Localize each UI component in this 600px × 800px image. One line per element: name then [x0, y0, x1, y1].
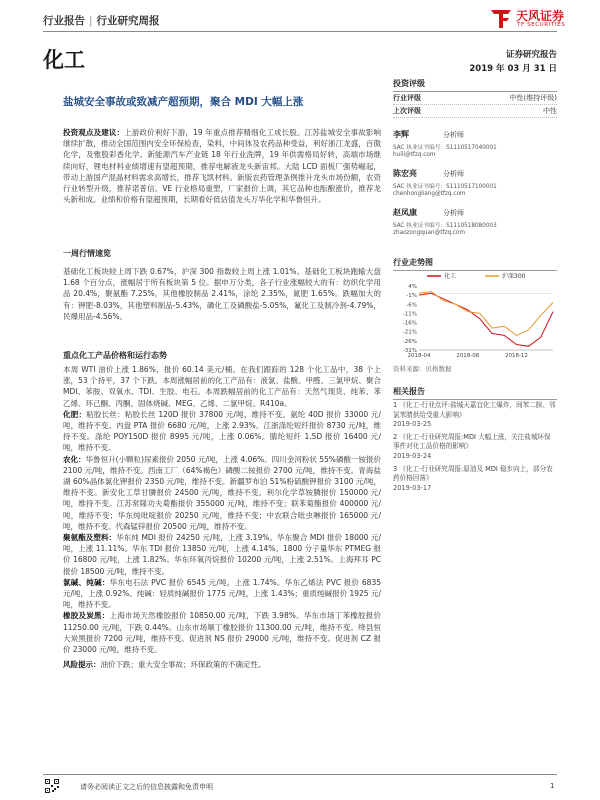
- rating-value: 中性(维持评级): [509, 94, 557, 102]
- related-list: [393, 401, 557, 496]
- analyst-card: [393, 168, 557, 197]
- footer-divider: [43, 774, 557, 775]
- report-date: 2019 年 03 月 31 日: [469, 64, 557, 74]
- related-no: 1: [393, 401, 398, 409]
- viewpoint-section: [63, 127, 381, 205]
- analyst-email[interactable]: zhaozongquan@tfzq.com: [393, 230, 466, 236]
- legend-label: 化工: [444, 273, 457, 280]
- rating-key: 行业评级: [393, 94, 421, 102]
- analyst-email[interactable]: huili@tfzq.com: [393, 152, 436, 158]
- related-text: 《化工-行业研究周报:原油及 MDI 稳步向上，部分农药价格回落》: [393, 464, 553, 483]
- agri-text: 华鲁恒升(小颗粒)尿素报价 2050 元/吨，上涨 4.06%。四川金河粉状 55%磷酸一铵报价 2100 元/吨，维持不变。西南工厂（64%褐色）磷酸二铵报价 2700 元/吨，维持不变。青海盐湖 60%晶体氯化钾报价 2350 元/吨，维持不变。新疆罗布泊 51%粉硫酸钾报价 3100 元/吨，维持不变。新安化工草甘膦报价 24500 元/吨，维持不变。利尔化学草铵膦报价 150000 元/吨，维持不变。江苏常隆功夫菊酯报价 355000 元/吨，维持不变；联苯菊酯报价 400000 元/吨，维持不变；华东纯吡啶报价 20250 元/吨，维持不变；中农联合吡虫啉报价 165000 元/吨，维持不变。代森锰锌报价 20500 元/吨，维持不变。: [63, 454, 382, 531]
- related-item[interactable]: [393, 401, 557, 430]
- qr-code-icon: [45, 779, 59, 793]
- analyst-cert: SAC 执业证书编号：S1110517100001: [393, 184, 497, 190]
- related-date: 2019-03-17: [393, 483, 432, 492]
- rating-row: [393, 105, 557, 118]
- related-date: 2019-03-25: [393, 420, 432, 429]
- cl-paragraph: [63, 577, 381, 611]
- rating-key: 上次评级: [393, 107, 421, 115]
- report-type: 证券研究报告: [505, 50, 557, 60]
- related-no: 3: [393, 464, 398, 473]
- related-text: 《化工-行业点评:盐城天嘉宜化工爆炸，间苯二胺、邻氯苯腈供给受重大影响》: [393, 401, 556, 419]
- viewpoint-text: 上游政价利好下游，19 年重点推荐精细化工成长股。江苏盐城安全事故影响继续扩散，推动全国范围内安全环保检查，染料，中间体及农药品种受益，利好浙江龙盛，百傲化学，及雅股彩香化学。新能源汽车产业链 18 年行业洗牌，19 年供需格局好转，高端市场继续向好，锂电材料业绩增速有望超预期，推荐电解液龙头新宙邦。大陆 LCD 面板厂强势崛起，带动上游国产混晶材料需求高增长，推荐飞凯材料。新版农药管理条例推升龙头市场份额，农资行业转型升级，推荐诺普信。VE 行业格局重塑，厂家报价上调，其它品种也酝酿涨价，推荐龙头新和成。业绩和价格有望超预期，长期看好低估值龙头万华化学和华鲁恒升。: [63, 128, 381, 205]
- report-category: [43, 13, 160, 28]
- y-tick-label: -1%: [406, 293, 417, 300]
- sub-category-label: 行业研究周报: [96, 15, 160, 27]
- report-title: 盐城安全事故或致减产超预期，聚合 MDI 大幅上涨: [63, 96, 304, 108]
- related-item[interactable]: [393, 465, 557, 494]
- logo-mark-icon: [489, 6, 513, 30]
- price-intro: 本周 WTI 油价上涨 1.86%，报价 60.14 美元/桶。在我们跟踪的 128 个化工品中，38 个上涨，53 个持平，37 个下跌。本周涨幅居前的化工产品有：液氯、盐酸、甲醛、三氯甲烷、聚合 MDI、苯胺、双氧水、TDI、生胶、电石。本周跌幅居前的化工产品有：天然气现货、纯苯、苯乙烯、环己酮、丙酮、固体烧碱、MEG、乙烯、二氯甲烷、R410a。: [63, 365, 381, 408]
- chart-source: 资料来源：贝格数据: [393, 365, 452, 373]
- series-line: [419, 293, 553, 346]
- rating-row: [393, 92, 557, 105]
- industry-trend-chart: [393, 270, 557, 362]
- risk-text: 油价下跌；重大安全事故；环保政策的不确定性。: [100, 660, 266, 670]
- weekly-section: [63, 248, 381, 259]
- analyst-card: [393, 129, 557, 158]
- analyst-name: 赵凤康: [393, 208, 417, 217]
- analyst-role: 分析师: [443, 130, 464, 139]
- analyst-email[interactable]: chenhongliang@tfzq.com: [393, 191, 466, 197]
- category-separator: |: [89, 15, 93, 27]
- price-section: [63, 350, 381, 670]
- y-tick-label: -6%: [406, 302, 417, 309]
- page-number: 1: [550, 782, 555, 790]
- rubber-label: 橡胶及炭黑：: [63, 611, 110, 621]
- category-label: 行业报告: [43, 15, 85, 27]
- trend-heading: 行业走势图: [393, 257, 557, 271]
- rubber-text: 上海市场天然橡胶报价 10850.00 元/吨，下跌 3.98%。华东市场丁苯橡胶报价 11250.00 元/吨，下跌 0.44%。山东市场顺丁橡胶报价 11300.00 元/吨，维持不变。绛县恒大炭黑报价 7200 元/吨，维持不变。促进剂 NS 报价 29000 元/吨，维持不变。促进剂 CZ 报价 23000 元/吨，维持不变。: [63, 611, 381, 655]
- series-line: [419, 292, 553, 336]
- analyst-role: 分析师: [443, 169, 464, 178]
- related-item[interactable]: [393, 433, 557, 462]
- pu-paragraph: [63, 532, 381, 577]
- x-tick-label: 2018-12: [504, 353, 528, 359]
- analyst-name: 陈宏亮: [393, 169, 417, 178]
- weekly-paragraph: 基础化工板块较上周下跌 0.67%，沪深 300 指数较上周上涨 1.01%。基础化工板块跑输大盘 1.68 个百分点，涨幅居于所有板块第 5 位。据申万分类，各子行业涨幅较大的有：纺织化学用品 20.4%，聚氨酯 7.25%，其他橡胶制品 2.41%，涂纶 2.35%，氮肥 1.65%。跌幅加大的有：钾肥-8.03%，其他塑料制品-5.43%，磷化工及磷酸盐-5.05%，氟化工及制冷剂-4.79%，民爆用品-4.56%。: [63, 267, 381, 321]
- y-tick-label: -11%: [402, 311, 417, 318]
- y-tick-label: -16%: [402, 320, 417, 327]
- company-logo: [489, 6, 571, 32]
- header-divider: [43, 31, 557, 32]
- footer-disclaimer: 请务必阅读正文之后的信息披露和免责申明: [80, 783, 213, 791]
- weekly-body: [63, 266, 381, 322]
- fert-text: 粘胶长丝：粘胶长丝 120D 报价 37800 元/吨，维持不变。氨纶 40D 报价 33000 元/吨，维持不变。内盘 PTA 报价 6680 元/吨，上涨 2.93%。江浙涤纶短纤报价 8730 元/吨，维持不变。涤纶 POY150D 报价 8995 元/吨，上涨 0.06%。腈纶短纤 1.5D 报价 16400 元/吨，维持不变。: [63, 409, 381, 453]
- industry-title: 化工: [43, 48, 85, 72]
- y-tick-label: -21%: [402, 329, 417, 336]
- risk-paragraph: [63, 659, 381, 670]
- y-tick-label: -26%: [402, 338, 417, 345]
- weekly-title: 一周行情速览: [63, 249, 111, 258]
- analyst-card: [393, 207, 557, 236]
- rating-panel: [393, 78, 557, 118]
- viewpoint-label: 投资观点及建议：: [63, 128, 125, 137]
- analyst-cert: SAC 执业证书编号：S1110517040001: [393, 145, 497, 151]
- fert-label: 化肥：: [63, 409, 87, 419]
- x-tick-label: 2018-04: [407, 353, 431, 359]
- pu-label: 聚氨酯及塑料：: [63, 533, 117, 543]
- cl-text: 华东电石法 PVC 报价 6545 元/吨，上涨 1.74%。华东乙烯法 PVC 报价 6835 元/吨，上涨 0.92%。纯碱：轻质纯碱报价 1775 元/吨，上涨 1.43%；重质纯碱报价 1925 元/吨，维持不变。: [63, 577, 381, 610]
- related-no: 2: [393, 432, 398, 441]
- related-heading: 相关报告: [393, 386, 557, 400]
- agri-label: 农化：: [63, 454, 86, 464]
- x-tick-label: 2018-08: [456, 353, 480, 359]
- price-title: 重点化工产品价格和运行态势: [63, 351, 167, 360]
- rating-heading: 投资评级: [393, 78, 557, 92]
- pu-text: 华东纯 MDI 报价 24250 元/吨，上涨 3.19%。华东聚合 MDI 报价 18000 元/吨，上涨 11.11%。华东 TDI 报价 13850 元/吨，上涨 4.14%。1800 分子量华东 PTMEG 报价 16800 元/吨，上涨 1.82%。华东环氧丙烷报价 10200 元/吨，上涨 2.51%。上海拜耳 PC 报价 18500 元/吨，维持不变。: [63, 533, 382, 576]
- logo-text-cn: 天风证券: [516, 9, 565, 23]
- logo-text-en: TF SECURITIES: [517, 22, 566, 28]
- rubber-paragraph: [63, 610, 381, 655]
- agri-paragraph: [63, 454, 381, 532]
- analyst-name: 李辉: [393, 130, 409, 139]
- analyst-cert: SAC 执业证书编号：S1110518080003: [393, 223, 497, 229]
- rating-value: 中性: [543, 107, 557, 115]
- y-tick-label: -31%: [402, 348, 417, 354]
- risk-label: 风险提示：: [63, 660, 101, 670]
- legend-label: 沪深300: [502, 273, 526, 280]
- related-date: 2019-03-24: [393, 451, 432, 460]
- fert-paragraph: [63, 409, 381, 454]
- related-text: 《化工-行业研究周报:MDI 大幅上涨，关注盐城环保事件对化工品价格的影响》: [393, 432, 551, 451]
- viewpoint-paragraph: [63, 127, 381, 205]
- y-tick-label: 4%: [408, 284, 417, 290]
- analyst-role: 分析师: [443, 208, 464, 217]
- cl-label: 氯碱、纯碱：: [63, 577, 110, 587]
